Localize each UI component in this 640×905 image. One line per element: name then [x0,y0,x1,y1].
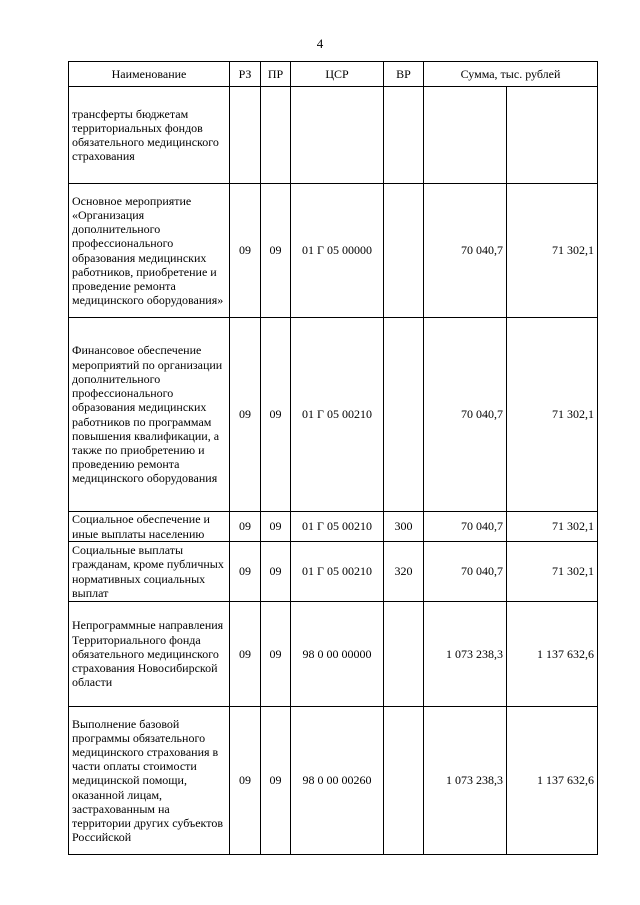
row-rz: 09 [230,512,261,542]
row-csr: 01 Г 05 00210 [291,318,384,512]
table-row [69,87,598,184]
row-sum-1: 70 040,7 [424,318,507,512]
row-rz: 09 [230,318,261,512]
row-sum-2: 71 302,1 [507,542,598,602]
row-pr: 09 [261,184,291,318]
row-pr: 09 [261,512,291,542]
table-row [69,184,598,318]
row-sum-1 [424,87,507,184]
row-sum-1: 70 040,7 [424,512,507,542]
header-pr: ПР [261,62,291,87]
row-pr: 09 [261,318,291,512]
row-vr: 300 [384,512,424,542]
row-sum-2 [507,87,598,184]
row-name: Социальные выплаты гражданам, кроме публичных нормативных социальных выплат [69,542,230,602]
row-csr [291,87,384,184]
header-rz: РЗ [230,62,261,87]
row-name: Социальное обеспечение и иные выплаты населению [69,512,230,542]
row-name: Непрограммные направления Территориального фонда обязательного медицинского страхования Новосибирской области [69,602,230,707]
row-rz: 09 [230,602,261,707]
row-csr: 98 0 00 00000 [291,602,384,707]
header-csr: ЦСР [291,62,384,87]
row-name: трансферты бюджетам территориальных фондов обязательного медицинского страхования [69,87,230,184]
row-sum-2: 1 137 632,6 [507,602,598,707]
row-pr [261,87,291,184]
table-row [69,318,598,512]
row-name: Основное мероприятие «Организация дополнительного профессионального образования медицинских работников, приобретение и проведение ремонта медицинского оборудования» [69,184,230,318]
row-vr: 320 [384,542,424,602]
row-rz: 09 [230,542,261,602]
row-pr: 09 [261,602,291,707]
row-rz: 09 [230,707,261,855]
table-row [69,542,598,602]
row-csr: 01 Г 05 00000 [291,184,384,318]
table-row [69,707,598,855]
table-row [69,602,598,707]
row-pr: 09 [261,707,291,855]
budget-table [68,61,598,855]
row-sum-2: 71 302,1 [507,512,598,542]
header-name: Наименование [69,62,230,87]
row-rz: 09 [230,184,261,318]
row-sum-1: 70 040,7 [424,184,507,318]
page-number: 4 [316,36,324,51]
row-pr: 09 [261,542,291,602]
row-csr: 01 Г 05 00210 [291,542,384,602]
row-csr: 01 Г 05 00210 [291,512,384,542]
row-sum-1: 1 073 238,3 [424,602,507,707]
row-vr [384,602,424,707]
row-sum-2: 1 137 632,6 [507,707,598,855]
row-vr [384,87,424,184]
header-vr: ВР [384,62,424,87]
row-sum-1: 1 073 238,3 [424,707,507,855]
header-sum: Сумма, тыс. рублей [424,62,598,87]
row-sum-2: 71 302,1 [507,318,598,512]
row-vr [384,318,424,512]
row-vr [384,707,424,855]
table-row [69,512,598,542]
row-sum-1: 70 040,7 [424,542,507,602]
row-name: Финансовое обеспечение мероприятий по организации дополнительного профессионального образования медицинских работников по программам повышения квалификации, а также по приобретению и проведению ремонта медицинского оборудования [69,318,230,512]
row-vr [384,184,424,318]
row-sum-2: 71 302,1 [507,184,598,318]
table-header-row [69,62,598,87]
row-rz [230,87,261,184]
row-name: Выполнение базовой программы обязательного медицинского страхования в части оплаты стоимости медицинской помощи, оказанной лицам, застрахованным на территории других субъектов Российской [69,707,230,855]
row-csr: 98 0 00 00260 [291,707,384,855]
